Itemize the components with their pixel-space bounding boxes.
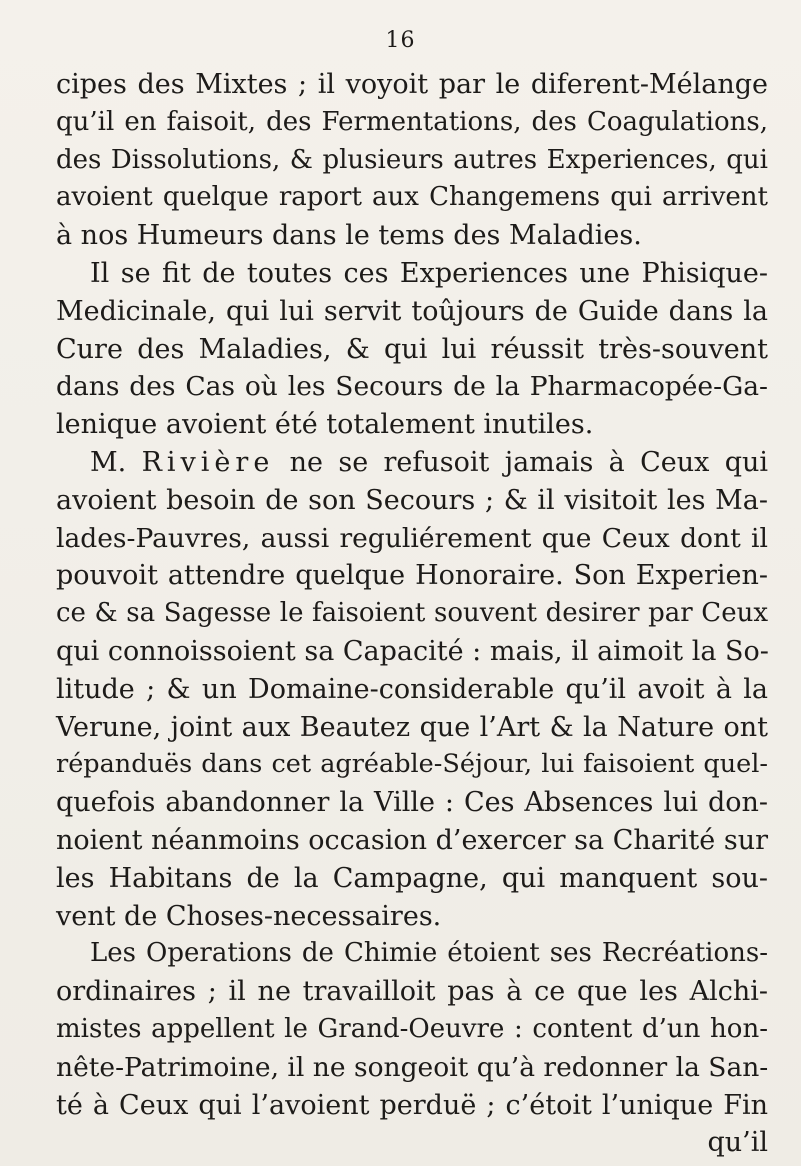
text-line: Verune, joint aux Beautez que l’Art & la Nature ont xyxy=(56,711,768,743)
text-line: les Habitans de la Campagne, qui manquent sou- xyxy=(56,862,768,894)
text-line: Medicinale, qui lui servit toûjours de Guide dans la xyxy=(56,295,768,327)
text-line: répanduës dans cet agréable-Séjour, lui faisoient quel- xyxy=(56,749,768,780)
text-line: vent de Choses-necessaires. xyxy=(56,900,442,932)
text-line: quefois abandonner la Ville : Ces Absences lui don- xyxy=(56,787,768,819)
text-line: ce & sa Sagesse le faisoient souvent desirer par Ceux xyxy=(56,598,768,629)
text-line: avoient besoin de son Secours ; & il visitoit les Ma- xyxy=(56,484,768,516)
text-line: cipes des Mixtes ; il voyoit par le diferent-Mélange xyxy=(56,69,768,100)
text-line: Il se fit de toutes ces Experiences une Phisique- xyxy=(90,257,768,289)
text-line: lenique avoient été totalement inutiles. xyxy=(56,409,594,441)
page-number: 16 xyxy=(385,28,416,53)
text-line: qu’il en faisoit, des Fermentations, des Coagulations, xyxy=(56,106,768,137)
text-line-with-name xyxy=(56,444,768,482)
text-line: à nos Humeurs dans le tems des Maladies. xyxy=(56,220,642,252)
text-line: des Dissolutions, & plusieurs autres Experiences, qui xyxy=(56,144,768,175)
text-line: pouvoit attendre quelque Honoraire. Son Experien- xyxy=(56,560,768,592)
text-line: Cure des Maladies, & qui lui réussit très-souvent xyxy=(56,333,768,365)
text-line: noient néanmoins occasion d’exercer sa Charité sur xyxy=(56,824,768,856)
text-line: té à Ceux qui l’avoient perduë ; c’étoit l’unique Fin xyxy=(56,1089,768,1121)
text-line: nête-Patrimoine, il ne songeoit qu’à redonner la San- xyxy=(56,1051,769,1083)
text-line: mistes appellent le Grand-Oeuvre : content d’un hon- xyxy=(56,1013,768,1044)
text-line: qui connoissoient sa Capacité : mais, il aimoit la So- xyxy=(56,635,769,667)
text-line: Les Operations de Chimie étoient ses Recréations- xyxy=(90,938,768,969)
text-line: avoient quelque raport aux Changemens qui arrivent xyxy=(56,182,768,213)
text-line: dans des Cas où les Secours de la Pharmacopée-Ga- xyxy=(56,371,768,403)
name-prefix: M. xyxy=(90,446,127,478)
text-line: ordinaires ; il ne travailloit pas à ce que les Alchi- xyxy=(56,976,768,1008)
body-text xyxy=(56,66,768,1162)
text-line: lades-Pauvres, aussi reguliérement que Ceux dont il xyxy=(56,522,768,554)
catchword: qu’il xyxy=(707,1127,768,1159)
text-segment: ne se refusoit jamais à Ceux qui xyxy=(289,446,768,478)
author-name: Rivière xyxy=(141,446,275,478)
text-line: litude ; & un Domaine-considerable qu’il avoit à la xyxy=(56,673,768,705)
